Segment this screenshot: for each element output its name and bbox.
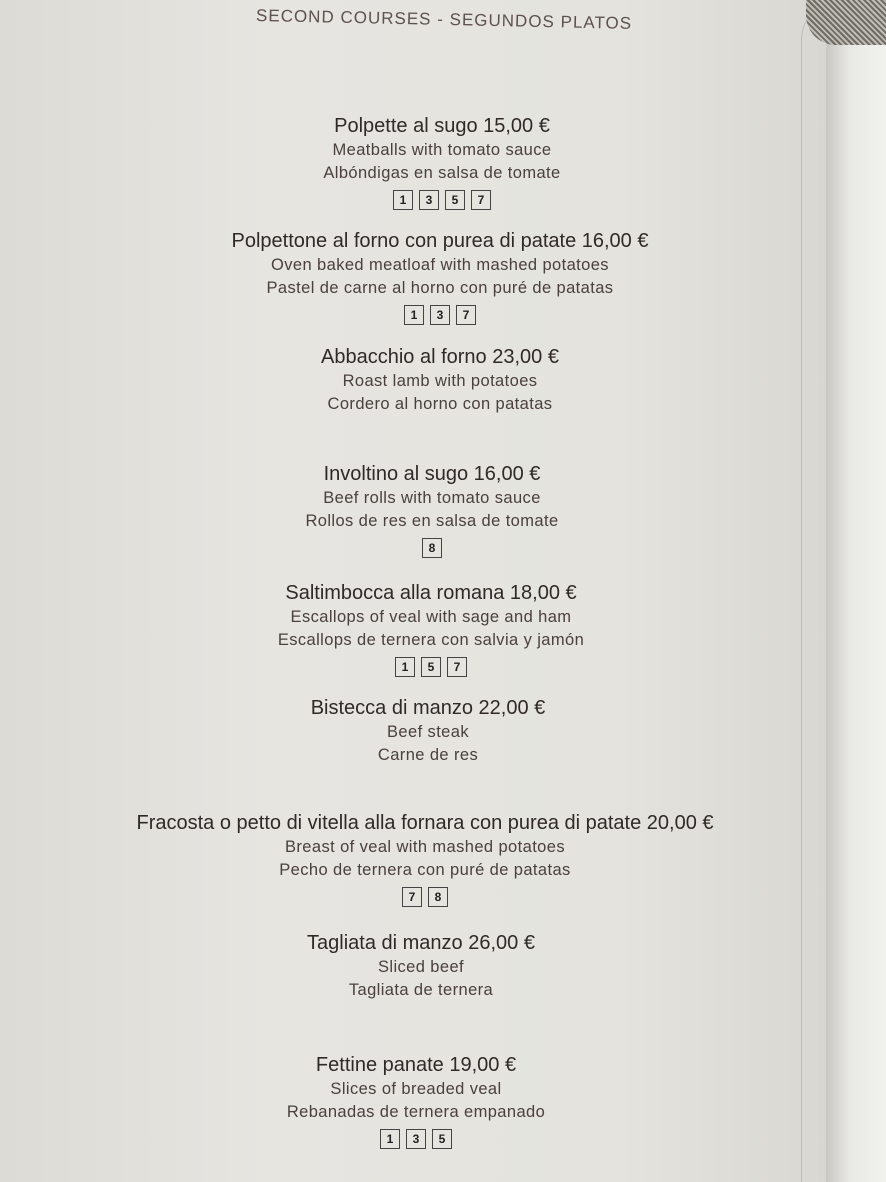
menu-item-english: Meatballs with tomato sauce [332,141,552,159]
menu-item-spanish: Albóndigas en salsa de tomate [323,164,561,182]
allergen-list [75,887,775,907]
allergen-list [81,657,781,677]
allergen-list [92,190,792,210]
allergen-list [66,1129,766,1149]
menu-item-spanish: Rebanadas de ternera empanado [286,1103,546,1121]
menu-item [81,580,781,677]
allergen-badge: 3 [430,305,450,325]
menu-item-spanish: Pastel de carne al horno con puré de patatas [266,279,614,297]
allergen-badge: 7 [447,657,467,677]
allergen-badge: 1 [393,190,413,210]
allergen-badge: 8 [422,538,442,558]
allergen-badge: 7 [471,190,491,210]
menu-item-english: Breast of veal with mashed potatoes [285,838,565,856]
allergen-badge: 7 [402,887,422,907]
allergen-badge: 5 [445,190,465,210]
menu-item-spanish: Carne de res [377,746,479,764]
menu-item [66,1052,766,1149]
background-fabric [806,0,886,45]
allergen-badge: 1 [395,657,415,677]
menu-item-name-price: Abbacchio al forno 23,00 € [321,346,559,368]
allergen-badge: 3 [419,190,439,210]
menu-item [75,810,775,907]
allergen-badge: 8 [428,887,448,907]
menu-item-name-price: Tagliata di manzo 26,00 € [307,932,535,954]
menu-item-name-price: Involtino al sugo 16,00 € [323,463,541,485]
allergen-badge: 3 [406,1129,426,1149]
menu-item-spanish: Escallops de ternera con salvia y jamón [277,631,585,649]
allergen-badge: 1 [404,305,424,325]
allergen-list [82,538,782,558]
menu-item-spanish: Rollos de res en salsa de tomate [305,512,559,530]
menu-item [90,228,790,325]
menu-item-english: Slices of breaded veal [330,1080,502,1098]
menu-item-english: Beef steak [387,723,469,741]
menu-item-name-price: Bistecca di manzo 22,00 € [310,697,546,719]
menu-item-spanish: Tagliata de ternera [348,981,494,999]
allergen-badge: 5 [432,1129,452,1149]
menu-item-spanish: Pecho de ternera con puré de patatas [279,861,571,879]
allergen-badge: 7 [456,305,476,325]
menu-item-english: Roast lamb with potatoes [342,372,538,390]
menu-item-name-price: Polpette al sugo 15,00 € [334,115,550,137]
menu-item [90,344,790,416]
menu-item-name-price: Polpettone al forno con purea di patate 16,00 € [231,230,649,252]
menu-item-english: Oven baked meatloaf with mashed potatoes [271,256,609,274]
menu-item-name-price: Fracosta o petto di vitella alla fornara con purea di patate 20,00 € [136,812,714,834]
menu-item-english: Beef rolls with tomato sauce [323,489,541,507]
menu-item [82,461,782,558]
menu-item [92,113,792,210]
allergen-badge: 5 [421,657,441,677]
allergen-list [90,305,790,325]
menu-item [71,930,771,1002]
menu-item-name-price: Fettine panate 19,00 € [315,1054,517,1076]
menu-item-spanish: Cordero al horno con patatas [327,395,553,413]
allergen-badge: 1 [380,1129,400,1149]
menu-item-name-price: Saltimbocca alla romana 18,00 € [285,582,577,604]
menu-item [78,695,778,767]
page-curl [801,0,842,1182]
menu-item-english: Escallops of veal with sage and ham [290,608,572,626]
section-heading: SECOND COURSES - SEGUNDOS PLATOS [255,6,633,33]
menu-item-english: Sliced beef [377,958,465,976]
